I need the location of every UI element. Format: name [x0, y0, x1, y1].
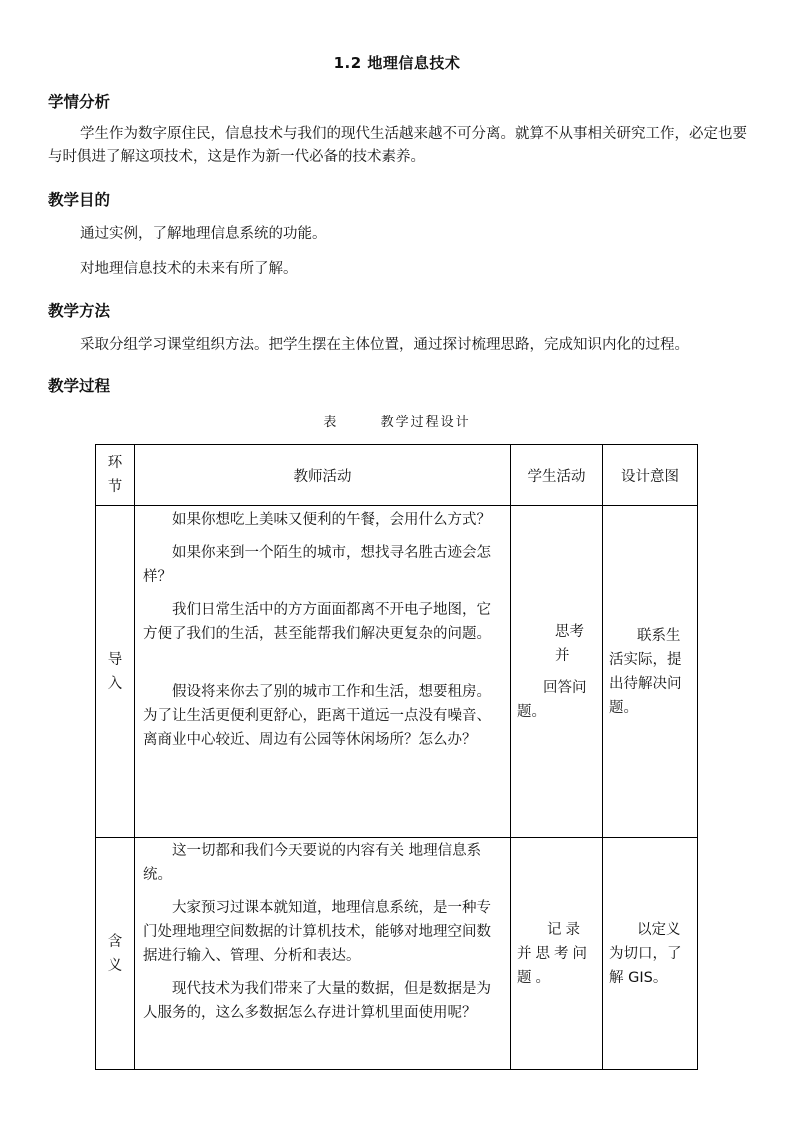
row-student-intro — [511, 506, 603, 838]
row-teacher-intro — [135, 506, 511, 838]
analysis-text: 学生作为数字原住民，信息技术与我们的现代生活越来越不可分离。就算不从事相关研究工作，必定也要与时俱进了解这项技术，这是作为新一代必备的技术素养。 — [48, 126, 747, 165]
row-intent-intro — [603, 506, 698, 838]
row-intent-meaning — [603, 838, 698, 1070]
table-caption-label: 表 — [323, 415, 339, 430]
table-header-row — [96, 445, 698, 506]
row-student-meaning — [511, 838, 603, 1070]
header-stage: 环节 — [96, 445, 135, 506]
header-student: 学生活动 — [511, 445, 603, 506]
teacher-para: 这一切都和我们今天要说的内容有关 地理信息系统。 — [143, 843, 482, 883]
page-title: 1.2 地理信息技术 — [333, 54, 461, 72]
row-stage-meaning: 含义 — [96, 838, 135, 1070]
methods-text: 采取分组学习课堂组织方法。把学生摆在主体位置，通过探讨梳理思路，完成知识内化的过程。 — [80, 337, 689, 353]
teacher-para: 假设将来你去了别的城市工作和生活，想要租房。为了让生活更便利更舒心，距离干道远一点没有噪音、离商业中心较近、周边有公园等休闲场所？怎么办？ — [143, 684, 491, 748]
table-row — [96, 506, 698, 838]
goal-item-2: 对地理信息技术的未来有所了解。 — [80, 261, 298, 277]
table-caption — [0, 411, 794, 430]
header-intent: 设计意图 — [603, 445, 698, 506]
teacher-para: 我们日常生活中的方方面面都离不开电子地图，它方便了我们的生活，甚至能帮我们解决更复杂的问题。 — [143, 602, 491, 642]
teacher-para: 大家预习过课本就知道，地理信息系统，是一种专门处理地理空间数据的计算机技术，能够对地理空间数据进行输入、管理、分析和表达。 — [143, 900, 491, 964]
student-text-1: 思考并 — [555, 623, 584, 664]
intent-text: 联系生活实际，提出待解决问题。 — [609, 627, 682, 716]
row-teacher-meaning — [135, 838, 511, 1070]
intent-text: 以定义为切口，了解 GIS。 — [609, 921, 682, 986]
student-text-2: 回答问题。 — [517, 679, 587, 720]
teacher-para: 如果你想吃上美味又便利的午餐，会用什么方式？ — [172, 512, 491, 528]
goals-heading: 教学目的 — [48, 191, 111, 209]
table-caption-title: 教学过程设计 — [380, 415, 471, 430]
header-teacher: 教师活动 — [135, 445, 511, 506]
goal-item-1: 通过实例，了解地理信息系统的功能。 — [80, 226, 327, 242]
methods-heading: 教学方法 — [48, 302, 111, 320]
teacher-para: 现代技术为我们带来了大量的数据，但是数据是为人服务的，这么多数据怎么存进计算机里面使用呢？ — [143, 981, 491, 1021]
process-heading: 教学过程 — [48, 377, 111, 395]
student-text: 记录并思考问题。 — [517, 921, 591, 986]
analysis-heading: 学情分析 — [48, 93, 111, 111]
table-row — [96, 838, 698, 1070]
process-table — [95, 444, 698, 1070]
row-stage-intro: 导入 — [96, 506, 135, 838]
teacher-para: 如果你来到一个陌生的城市，想找寻名胜古迹会怎样？ — [143, 545, 491, 585]
